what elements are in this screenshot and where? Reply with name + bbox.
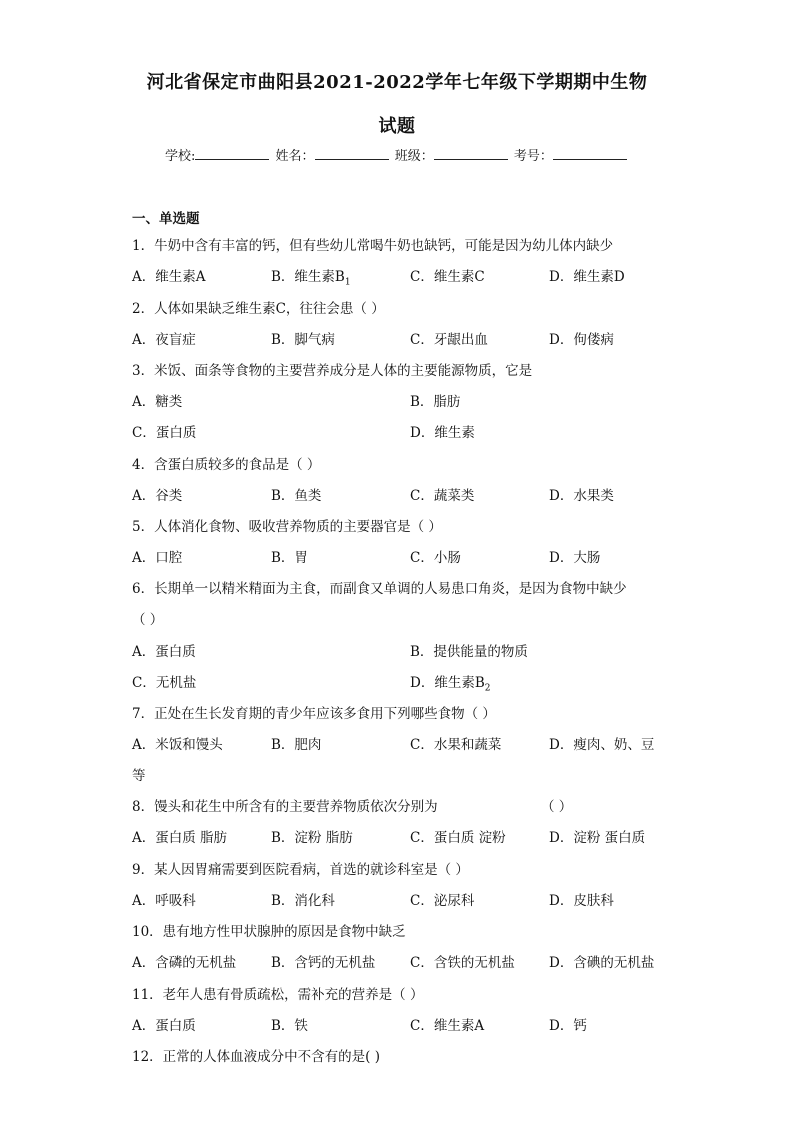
q1-option-c: C．维生素C [410,269,485,285]
section-heading: 一、单选题 [132,211,200,227]
name-label: 姓名： [275,149,315,164]
q2-option-c: C．牙龈出血 [410,332,488,348]
q2-option-b: B．脚气病 [271,332,335,348]
q6-option-d: D．维生素$B_2$ [410,675,491,694]
q9-option-b: B．消化科 [271,893,335,909]
question-6-paren: （ ） [132,612,164,628]
q3-option-c: C．蛋白质 [132,425,197,441]
q5-option-d: D．大肠 [549,550,601,566]
q11-option-c: C．维生素A [410,1018,485,1034]
question-8-paren: （ ） [541,799,573,815]
class-label: 班级： [394,149,434,164]
question-11: 11．老年人患有骨质疏松，需补充的营养是（ ） [132,987,424,1003]
q10-option-c: C．含铁的无机盐 [410,955,515,971]
q10-option-a: A．含磷的无机盐 [132,955,237,971]
q5-option-c: C．小肠 [410,550,461,566]
q9-option-a: A．呼吸科 [132,893,196,909]
school-blank[interactable] [195,147,269,160]
q5-option-a: A．口腔 [132,550,183,566]
q4-option-b: B．鱼类 [271,488,322,504]
question-6: 6．长期单一以精米精面为主食，而副食又单调的人易患口角炎，是因为食物中缺少 [132,581,627,597]
q3-option-a: A．糖类 [132,394,183,410]
question-4: 4．含蛋白质较多的食品是（ ） [132,457,321,473]
q8-option-b: B．淀粉 脂肪 [271,830,353,846]
exam-no-label: 考号： [513,149,553,164]
q11-option-a: A．蛋白质 [132,1018,196,1034]
document-title-line1: 河北省保定市曲阳县2021-2022学年七年级下学期期中生物 [146,72,648,93]
question-7: 7．正处在生长发育期的青少年应该多食用下列哪些食物（ ） [132,706,496,722]
exam-no-blank[interactable] [553,147,627,160]
q7-option-d: D．瘦肉、奶、豆 [549,737,655,753]
student-info-line [165,145,635,164]
question-2: 2．人体如果缺乏维生素C，往往会患（ ） [132,301,385,317]
q3-option-d: D．维生素 [410,425,475,441]
q10-option-d: D．含碘的无机盐 [549,955,655,971]
q1-option-b: B．维生素$B_1$ [271,269,351,288]
q8-option-d: D．淀粉 蛋白质 [549,830,646,846]
q8-option-a: A．蛋白质 脂肪 [132,830,228,846]
class-blank[interactable] [434,147,508,160]
q2-option-a: A．夜盲症 [132,332,196,348]
document-title-line2: 试题 [378,116,416,137]
q7-option-d-wrap: 等 [132,768,146,784]
q7-option-c: C．水果和蔬菜 [410,737,502,753]
question-9: 9．某人因胃痛需要到医院看病，首选的就诊科室是（ ） [132,862,469,878]
q11-option-b: B．铁 [271,1018,308,1034]
q7-option-a: A．米饭和馒头 [132,737,223,753]
q5-option-b: B．胃 [271,550,308,566]
q1-option-d: D．维生素D [549,269,625,285]
q6-option-c: C．无机盐 [132,675,197,691]
question-5: 5．人体消化食物、吸收营养物质的主要器官是（ ） [132,519,442,535]
question-10: 10．患有地方性甲状腺肿的原因是食物中缺乏 [132,924,406,940]
q4-option-a: A．谷类 [132,488,183,504]
q9-option-c: C．泌尿科 [410,893,475,909]
q4-option-d: D．水果类 [549,488,614,504]
question-12: 12．正常的人体血液成分中不含有的是( ) [132,1049,381,1065]
q4-option-c: C．蔬菜类 [410,488,475,504]
question-3: 3．米饭、面条等食物的主要营养成分是人体的主要能源物质，它是 [132,363,533,379]
question-8: 8．馒头和花生中所含有的主要营养物质依次分别为 [132,799,438,815]
school-label: 学校: [165,149,196,164]
q7-option-b: B．肥肉 [271,737,322,753]
question-1: 1．牛奶中含有丰富的钙，但有些幼儿常喝牛奶也缺钙，可能是因为幼儿体内缺少 [132,238,614,254]
q8-option-c: C．蛋白质 淀粉 [410,830,506,846]
q11-option-d: D．钙 [549,1018,587,1034]
q2-option-d: D．佝偻病 [549,332,614,348]
q1-option-a: A．维生素A [132,269,206,285]
q6-option-b: B．提供能量的物质 [410,644,528,660]
q3-option-b: B．脂肪 [410,394,461,410]
name-blank[interactable] [315,147,389,160]
q9-option-d: D．皮肤科 [549,893,614,909]
q10-option-b: B．含钙的无机盐 [271,955,376,971]
q6-option-a: A．蛋白质 [132,644,196,660]
